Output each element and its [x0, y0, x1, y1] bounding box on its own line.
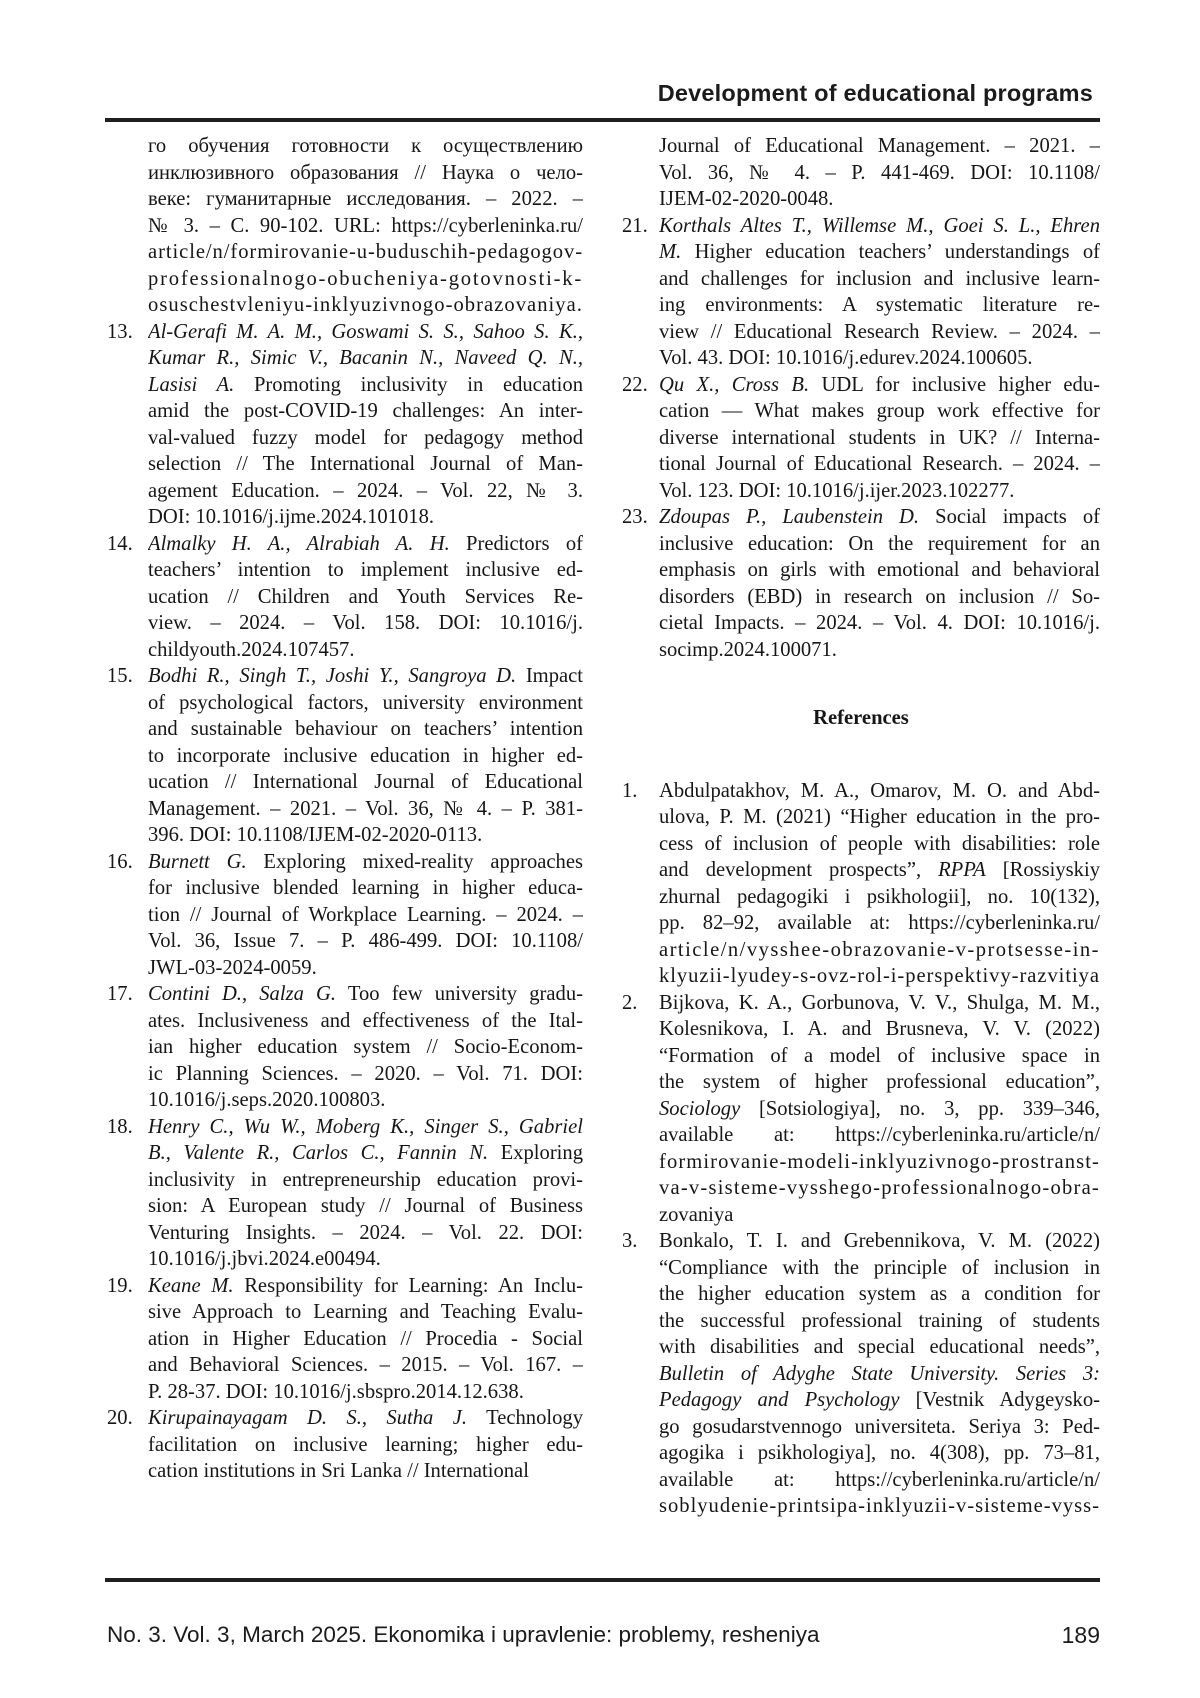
text-segment: M.	[659, 241, 682, 263]
reference-line	[659, 1334, 1100, 1361]
text-segment: agogika i psikhologiya], no. 4(308), pp. 73–81,	[659, 1442, 1100, 1464]
reference-line	[659, 398, 1100, 425]
text-segment: zhurnal pedagogiki i psikhologii], no. 10(132),	[659, 885, 1100, 908]
reference-line	[659, 478, 1100, 505]
text-segment: Responsibility for Learning: An Inclu-	[233, 1274, 583, 1297]
references-heading: References	[813, 707, 909, 729]
reference-number: 19.	[107, 1274, 133, 1297]
text-segment: and sustainable behaviour on teachers’ intention	[148, 718, 583, 740]
reference-line	[659, 778, 1100, 805]
reference-line	[148, 849, 583, 876]
reference-line	[659, 857, 1100, 884]
text-segment: tional Journal of Educational Research. – 2024. –	[659, 453, 1100, 475]
text-segment: diverse international students in UK? // Interna-	[659, 426, 1100, 449]
text-segment: Vol. 36, № 4. – P. 441-469. DOI: 10.1108/	[659, 161, 1100, 184]
reference-line	[659, 1414, 1100, 1441]
text-segment: ucation // Children and Youth Services Re-	[148, 585, 583, 608]
text-segment: “Formation of a model of inclusive space in	[659, 1044, 1100, 1067]
footer-issue-line: No. 3. Vol. 3, March 2025. Ekonomika i upravlenie: problemy, resheniya	[107, 1622, 820, 1647]
text-segment: Abdulpatakhov, M. A., Omarov, M. O. and Abd-	[659, 779, 1100, 802]
text-segment: Technology	[467, 1407, 583, 1429]
text-segment: Vol. 36, Issue 7. – P. 486-499. DOI: 10.1108/	[148, 930, 583, 952]
reference-number: 17.	[107, 983, 133, 1005]
reference-line	[659, 1440, 1100, 1467]
reference-line	[659, 1096, 1100, 1123]
text-segment: Vol. 43. DOI: 10.1016/j.edurev.2024.100605.	[659, 347, 1033, 369]
reference-number: 15.	[107, 665, 133, 687]
reference-line	[148, 1114, 583, 1141]
reference-line	[659, 1043, 1100, 1070]
reference-item	[107, 1405, 583, 1485]
reference-line	[148, 345, 583, 372]
footer-page-number: 189	[1061, 1622, 1100, 1648]
reference-line	[659, 319, 1100, 346]
reference-number: 22.	[622, 373, 648, 396]
reference-number: 1.	[622, 779, 638, 802]
text-segment: and development prospects”,	[659, 859, 939, 881]
reference-line	[148, 1458, 583, 1485]
reference-line	[659, 1122, 1100, 1149]
text-segment: disorders (EBD) in research on inclusion // So-	[659, 585, 1100, 608]
text-segment: val-valued fuzzy model for pedagogy method	[148, 426, 583, 449]
text-segment: the successful professional training of students	[659, 1309, 1100, 1332]
reference-line	[148, 1140, 583, 1167]
reference-line	[659, 1202, 1100, 1229]
reference-line	[148, 1246, 583, 1273]
text-segment: klyuzii-lyudey-s-ovz-rol-i-perspektivy-razvitiya	[659, 965, 1100, 987]
text-segment: ation in Higher Education // Procedia - Social	[148, 1327, 583, 1350]
reference-number: 21.	[622, 214, 648, 237]
text-segment: ucation // International Journal of Educational	[148, 771, 583, 793]
reference-number: 20.	[107, 1407, 133, 1429]
text-segment: го обучения готовности к осуществлению	[148, 135, 583, 157]
reference-line	[659, 372, 1100, 399]
text-segment: Keane M.	[148, 1274, 234, 1297]
reference-item	[622, 372, 1100, 505]
text-segment: agement Education. – 2024. – Vol. 22, № 3.	[148, 479, 583, 502]
reference-item	[107, 1114, 583, 1273]
reference-line	[148, 637, 583, 664]
reference-line	[659, 160, 1100, 187]
text-segment: IJEM-02-2020-0048.	[659, 188, 834, 210]
reference-line	[148, 1352, 583, 1379]
reference-item	[622, 778, 1100, 990]
reference-line	[659, 133, 1100, 160]
reference-item	[659, 133, 1100, 213]
text-segment: Promoting inclusivity in education	[234, 373, 583, 396]
reference-line	[148, 451, 583, 478]
text-segment: Almalky H. A., Alrabiah A. H.	[148, 532, 450, 555]
text-segment: ing environments: A systematic literature re-	[659, 294, 1100, 316]
text-segment: JWL-03-2024-0059.	[148, 956, 317, 979]
text-segment: article/n/formirovanie-u-buduschih-pedagogov-	[148, 241, 583, 263]
text-segment: [Sotsiologiya], no. 3, pp. 339–346,	[740, 1097, 1100, 1120]
text-segment: Journal of Educational Management. – 2021. –	[659, 135, 1100, 157]
reference-line	[148, 319, 583, 346]
text-segment: Kumar R., Simic V., Bacanin N., Naveed Q. N.,	[148, 347, 583, 369]
reference-line	[659, 292, 1100, 319]
reference-line	[659, 1069, 1100, 1096]
reference-line	[659, 213, 1100, 240]
text-segment: Impact	[516, 665, 583, 687]
reference-line	[148, 398, 583, 425]
text-segment: Bonkalo, T. I. and Grebennikova, V. M. (2022)	[659, 1230, 1100, 1252]
text-segment: ates. Inclusiveness and effectiveness of the Ital-	[148, 1009, 583, 1032]
reference-item	[107, 1273, 583, 1406]
reference-line	[148, 690, 583, 717]
text-segment: to incorporate inclusive education in higher ed-	[148, 744, 583, 767]
reference-item	[107, 663, 583, 849]
text-segment: Burnett G.	[148, 850, 247, 873]
reference-line	[659, 963, 1100, 990]
text-segment: Kolesnikova, I. A. and Brusneva, V. V. (2022)	[659, 1018, 1100, 1040]
text-segment: cietal Impacts. – 2024. – Vol. 4. DOI: 10.1016/j.	[659, 612, 1100, 634]
reference-line	[148, 266, 583, 293]
reference-line	[659, 1308, 1100, 1335]
running-head-title: Development of educational programs	[657, 80, 1093, 106]
reference-line	[659, 504, 1100, 531]
reference-line	[148, 981, 583, 1008]
text-segment: “Compliance with the principle of inclusion in	[659, 1256, 1100, 1279]
reference-line	[148, 769, 583, 796]
reference-number: 13.	[107, 320, 133, 343]
reference-line	[659, 884, 1100, 911]
text-segment: with disabilities and special educational needs”,	[659, 1336, 1100, 1358]
reference-line	[659, 557, 1100, 584]
text-segment: Exploring	[488, 1142, 583, 1164]
text-segment: for inclusive blended learning in higher educa-	[148, 877, 583, 899]
reference-number: 18.	[107, 1115, 133, 1138]
text-segment: cation — What makes group work effective for	[659, 400, 1100, 422]
text-segment: inclusivity in entrepreneurship education provi-	[148, 1168, 583, 1191]
reference-item	[622, 990, 1100, 1229]
reference-line	[148, 928, 583, 955]
reference-line	[659, 804, 1100, 831]
header-rule	[105, 118, 1100, 122]
reference-line	[148, 1432, 583, 1459]
reference-line	[148, 1220, 583, 1247]
reference-line	[148, 292, 583, 319]
reference-line	[148, 425, 583, 452]
text-segment: view // Educational Research Review. – 2024. –	[659, 320, 1100, 343]
text-segment: sive Approach to Learning and Teaching Evalu-	[148, 1301, 583, 1323]
text-segment: Korthals Altes T., Willemse M., Goei S. L., Ehren	[659, 214, 1100, 237]
reference-line	[659, 266, 1100, 293]
reference-item	[107, 319, 583, 531]
text-segment: ulova, P. M. (2021) “Higher education in the pro-	[659, 806, 1100, 828]
text-segment: go gosudarstvennogo universiteta. Seriya 3: Ped-	[659, 1415, 1100, 1438]
text-segment: childyouth.2024.107457.	[148, 638, 355, 661]
text-segment: the higher education system as a condition for	[659, 1283, 1100, 1305]
text-segment: teachers’ intention to implement inclusive ed-	[148, 559, 583, 581]
text-segment: [Vestnik Adygeysko-	[899, 1389, 1100, 1411]
text-segment: Bulletin of Adyghe State University. Series 3:	[659, 1362, 1100, 1385]
reference-line	[148, 1299, 583, 1326]
reference-line	[148, 663, 583, 690]
text-segment: 10.1016/j.jbvi.2024.e00494.	[148, 1248, 381, 1270]
reference-line	[659, 990, 1100, 1017]
reference-line	[659, 1175, 1100, 1202]
text-segment: Bijkova, K. A., Gorbunova, V. V., Shulga, M. M.,	[659, 991, 1100, 1014]
reference-line	[148, 1008, 583, 1035]
reference-line	[148, 610, 583, 637]
reference-line	[148, 133, 583, 160]
text-segment: Exploring mixed-reality approaches	[246, 850, 583, 873]
reference-line	[148, 504, 583, 531]
reference-line	[148, 955, 583, 982]
reference-line	[659, 1361, 1100, 1388]
reference-line	[148, 557, 583, 584]
reference-line	[659, 1149, 1100, 1176]
reference-line	[148, 160, 583, 187]
reference-line	[659, 451, 1100, 478]
text-segment: available at: https://cyberleninka.ru/article/n/	[659, 1124, 1100, 1146]
text-segment: 396. DOI: 10.1108/IJEM-02-2020-0113.	[148, 824, 483, 846]
text-segment: P. 28-37. DOI: 10.1016/j.sbspro.2014.12.638.	[148, 1380, 524, 1403]
reference-item	[622, 213, 1100, 372]
reference-number: 23.	[622, 506, 648, 528]
text-segment: Venturing Insights. – 2024. – Vol. 22. DOI:	[148, 1221, 583, 1244]
reference-line	[659, 1281, 1100, 1308]
reference-line	[148, 902, 583, 929]
text-segment: and challenges for inclusion and inclusive learn-	[659, 267, 1100, 290]
left-column	[107, 133, 583, 1485]
text-segment: Kirupainayagam D. S., Sutha J.	[148, 1407, 468, 1429]
reference-line	[659, 1493, 1100, 1520]
reference-line	[148, 743, 583, 770]
text-segment: Vol. 123. DOI: 10.1016/j.ijer.2023.102277.	[659, 479, 1015, 502]
reference-line	[148, 186, 583, 213]
text-segment: Social impacts of	[919, 506, 1100, 528]
reference-line	[148, 875, 583, 902]
text-segment: view. – 2024. – Vol. 158. DOI: 10.1016/j.	[148, 612, 583, 634]
reference-number: 2.	[622, 991, 638, 1014]
reference-line	[659, 1228, 1100, 1255]
text-segment: ic Planning Sciences. – 2020. – Vol. 71. DOI:	[148, 1062, 583, 1085]
reference-line	[659, 425, 1100, 452]
reference-line	[148, 1273, 583, 1300]
text-segment: Zdoupas P., Laubenstein D.	[659, 506, 920, 528]
text-segment: formirovanie-modeli-inklyuzivnogo-prostranst-	[659, 1150, 1100, 1173]
text-segment: ian higher education system // Socio-Econom-	[148, 1036, 583, 1058]
text-segment: Lasisi A.	[148, 373, 235, 396]
text-segment: and Behavioral Sciences. – 2015. – Vol. 167. –	[148, 1354, 583, 1376]
text-segment: Predictors of	[449, 532, 583, 555]
reference-line	[148, 478, 583, 505]
reference-line	[659, 531, 1100, 558]
text-segment: B., Valente R., Carlos C., Fannin N.	[148, 1142, 489, 1164]
text-segment: Higher education teachers’ understandings of	[681, 241, 1100, 263]
reference-line	[148, 372, 583, 399]
reference-line	[148, 822, 583, 849]
reference-line	[148, 1061, 583, 1088]
reference-item	[148, 133, 583, 319]
text-segment: the system of higher professional education”,	[659, 1071, 1100, 1093]
text-segment: socimp.2024.100071.	[659, 638, 837, 661]
footer-rule	[105, 1578, 1100, 1582]
text-segment: Pedagogy and Psychology	[659, 1389, 900, 1411]
reference-line	[148, 1087, 583, 1114]
text-segment: Management. – 2021. – Vol. 36, № 4. – P. 381-	[148, 797, 583, 820]
text-segment: va-v-sisteme-vysshego-professionalnogo-obra-	[659, 1177, 1100, 1199]
text-segment: Bodhi R., Singh T., Joshi Y., Sangroya D.	[148, 665, 517, 687]
text-segment: Sociology	[659, 1097, 741, 1120]
reference-line	[148, 213, 583, 240]
text-segment: emphasis on girls with emotional and behavioral	[659, 559, 1100, 581]
reference-number: 3.	[622, 1230, 638, 1252]
reference-item	[107, 849, 583, 982]
text-segment: 10.1016/j.seps.2020.100803.	[148, 1089, 386, 1111]
reference-line	[659, 239, 1100, 266]
reference-line	[659, 345, 1100, 372]
reference-line	[148, 716, 583, 743]
reference-line	[148, 1193, 583, 1220]
reference-line	[659, 1467, 1100, 1494]
reference-line	[148, 531, 583, 558]
reference-line	[148, 1167, 583, 1194]
reference-item	[622, 504, 1100, 663]
text-segment: osuschestvleniyu-inklyuzivnogo-obrazovaniya.	[148, 294, 583, 316]
text-segment: zovaniya	[659, 1203, 734, 1226]
reference-line	[148, 1379, 583, 1406]
text-segment: [Rossiyskiy	[985, 859, 1100, 881]
reference-item	[107, 531, 583, 664]
text-segment: tion // Journal of Workplace Learning. – 2024. –	[148, 903, 583, 926]
text-segment: cess of inclusion of people with disabilities: role	[659, 832, 1100, 855]
text-segment: amid the post-COVID-19 challenges: An inter-	[148, 400, 583, 422]
text-segment: веке: гуманитарные исследования. – 2022. –	[148, 188, 583, 210]
reference-line	[659, 937, 1100, 964]
reference-line	[148, 239, 583, 266]
text-segment: UDL for inclusive higher edu-	[809, 373, 1100, 396]
text-segment: selection // The International Journal of Man-	[148, 453, 583, 475]
text-segment: facilitation on inclusive learning; higher edu-	[148, 1433, 583, 1456]
reference-line	[659, 186, 1100, 213]
reference-line	[148, 796, 583, 823]
text-segment: Too few university gradu-	[336, 983, 583, 1005]
text-segment: инклюзивного образования // Наука о чело-	[148, 161, 583, 184]
text-segment: sion: A European study // Journal of Business	[148, 1195, 583, 1217]
text-segment: inclusive education: On the requirement for an	[659, 532, 1100, 555]
right-column	[622, 133, 1100, 1520]
text-segment: Contini D., Salza G.	[148, 983, 337, 1005]
reference-number: 14.	[107, 532, 133, 555]
text-segment: cation institutions in Sri Lanka // International	[148, 1460, 529, 1482]
text-segment: Henry C., Wu W., Moberg K., Singer S., Gabriel	[148, 1115, 583, 1138]
text-segment: № 3. – С. 90-102. URL: https://cyberleninka.ru/	[148, 214, 583, 237]
reference-line	[659, 1387, 1100, 1414]
text-segment: soblyudenie-printsipa-inklyuzii-v-sisteme-vyss-	[659, 1495, 1100, 1517]
reference-line	[659, 637, 1100, 664]
reference-item	[622, 1228, 1100, 1520]
text-segment: article/n/vysshee-obrazovanie-v-protsesse-in-	[659, 938, 1100, 961]
reference-number: 16.	[107, 850, 133, 873]
reference-line	[148, 584, 583, 611]
reference-line	[148, 1405, 583, 1432]
reference-line	[148, 1326, 583, 1353]
text-segment: pp. 82–92, available at: https://cyberleninka.ru/	[659, 912, 1100, 934]
reference-line	[659, 1255, 1100, 1282]
reference-line	[659, 910, 1100, 937]
reference-line	[659, 831, 1100, 858]
text-segment: professionalnogo-obucheniya-gotovnosti-k-	[148, 267, 583, 290]
text-segment: DOI: 10.1016/j.ijme.2024.101018.	[148, 506, 435, 528]
reference-line	[659, 1016, 1100, 1043]
reference-line	[659, 610, 1100, 637]
text-segment: of psychological factors, university environment	[148, 691, 583, 714]
text-segment: available at: https://cyberleninka.ru/article/n/	[659, 1468, 1100, 1491]
text-segment: RPPA	[938, 859, 986, 881]
reference-line	[148, 1034, 583, 1061]
text-segment: Al-Gerafi M. A. M., Goswami S. S., Sahoo S. K.,	[148, 320, 583, 343]
text-segment: Qu X., Cross B.	[659, 373, 810, 396]
reference-line	[659, 584, 1100, 611]
reference-item	[107, 981, 583, 1114]
